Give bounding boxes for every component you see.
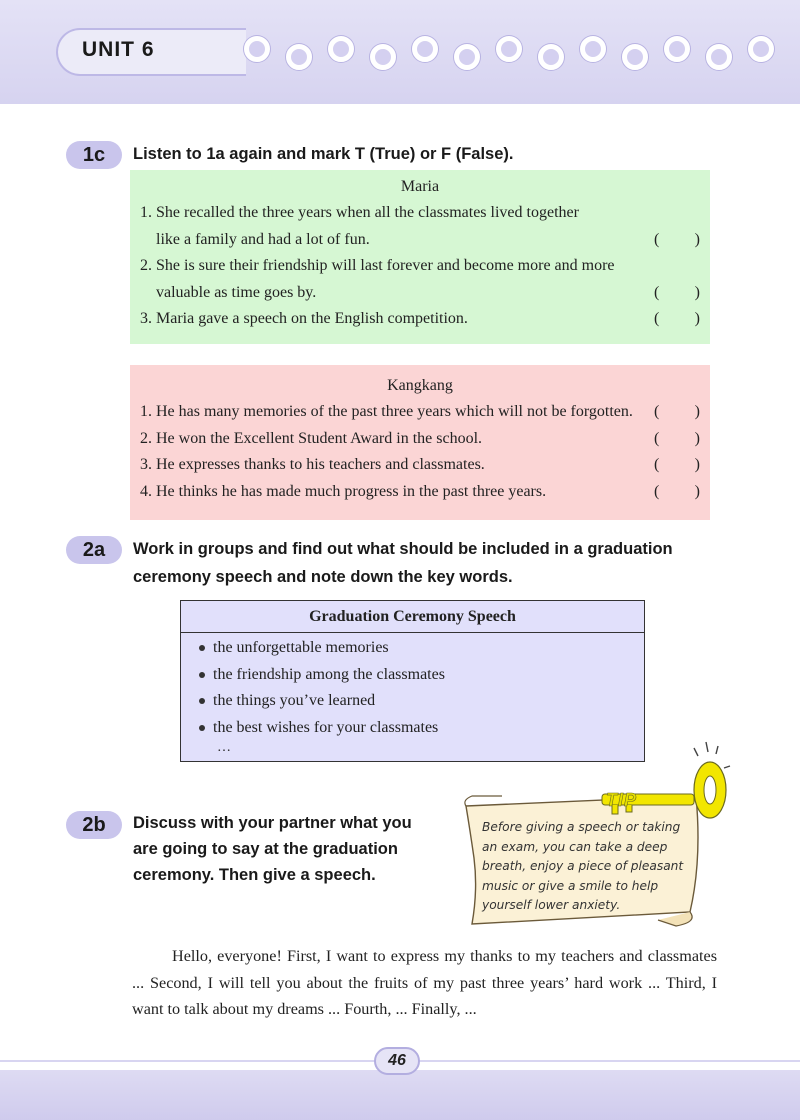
statement-text-continued: valuable as time goes by. xyxy=(156,283,317,301)
circle-icon xyxy=(664,36,690,62)
circle-icon xyxy=(370,44,396,70)
statement-text: 2. She is sure their friendship will last forever and become more and more xyxy=(140,257,615,274)
circle-icon xyxy=(496,36,522,62)
decorative-circles xyxy=(244,36,800,76)
maria-statement-1 xyxy=(140,200,700,253)
list-item: the friendship among the classmates xyxy=(199,662,644,689)
answer-blank[interactable]: ( ) xyxy=(654,482,700,500)
section-1c-instruction: Listen to 1a again and mark T (True) or F (False). xyxy=(133,145,514,163)
circle-icon xyxy=(706,44,732,70)
key-words-list xyxy=(181,633,644,741)
list-item: the things you’ve learned xyxy=(199,688,644,715)
answer-blank[interactable]: ( ) xyxy=(654,403,700,420)
circle-icon xyxy=(286,44,312,70)
circle-icon xyxy=(538,44,564,70)
tip-label: TIP xyxy=(606,790,638,810)
statement-text-continued: like a family and had a lot of fun. xyxy=(156,230,370,248)
kangkang-statement-2 xyxy=(140,426,700,453)
statement-text: 1. He has many memories of the past three years which will not be forgotten. xyxy=(140,403,633,420)
answer-blank[interactable]: ( ) xyxy=(654,283,700,301)
list-ellipsis: … xyxy=(217,740,231,755)
statement-text: 3. He expresses thanks to his teachers and classmates. xyxy=(140,456,485,473)
graduation-speech-box-title: Graduation Ceremony Speech xyxy=(181,601,644,633)
answer-blank[interactable]: ( ) xyxy=(654,230,700,248)
section-badge-2a: 2a xyxy=(66,536,122,564)
statement-text: 3. Maria gave a speech on the English competition. xyxy=(140,310,468,327)
circle-icon xyxy=(454,44,480,70)
section-badge-1c: 1c xyxy=(66,141,122,169)
tip-text: Before giving a speech or taking an exam, you can take a deep breath, enjoy a piece of pleasant music or give a smile to help yourself lower anxiety. xyxy=(482,820,684,912)
answer-blank[interactable]: ( ) xyxy=(654,456,700,473)
maria-panel xyxy=(130,170,710,344)
section-2b-instruction: Discuss with your partner what you are going to say at the graduation ceremony. Then give a speech. xyxy=(133,814,412,884)
kangkang-title: Kangkang xyxy=(387,377,453,394)
unit-title: UNIT 6 xyxy=(82,38,155,61)
page-number: 46 xyxy=(374,1047,420,1075)
bullet-icon xyxy=(199,725,205,731)
list-item: the unforgettable memories xyxy=(199,635,644,662)
circle-icon xyxy=(622,44,648,70)
sample-speech: Hello, everyone! First, I want to express my thanks to my teachers and classmates ... Second, I will tell you about the fruits of my past three years’ hard work ... Third, I want to talk about my dreams ... Fourth, ... Finally, ... xyxy=(132,947,717,1018)
instruction-line: ceremony speech and note down the key words. xyxy=(133,568,513,586)
circle-icon xyxy=(328,36,354,62)
bullet-icon xyxy=(199,672,205,678)
maria-statement-3 xyxy=(140,306,700,333)
circle-icon xyxy=(580,36,606,62)
circle-icon xyxy=(748,36,774,62)
maria-statement-2 xyxy=(140,253,700,306)
answer-blank[interactable]: ( ) xyxy=(654,310,700,327)
bullet-icon xyxy=(199,645,205,651)
kangkang-panel xyxy=(130,365,710,520)
kangkang-statement-3 xyxy=(140,452,700,479)
circle-icon xyxy=(412,36,438,62)
bullet-icon xyxy=(199,698,205,704)
kangkang-statement-1 xyxy=(140,399,700,426)
maria-title: Maria xyxy=(400,178,440,195)
statement-text: 2. He won the Excellent Student Award in the school. xyxy=(140,429,483,447)
footer-band xyxy=(0,1070,800,1120)
answer-blank[interactable]: ( ) xyxy=(654,429,700,447)
instruction-line: Work in groups and find out what should be included in a graduation xyxy=(133,540,673,558)
section-badge-2b: 2b xyxy=(66,811,122,839)
list-item: the best wishes for your classmates xyxy=(199,715,644,742)
section-2a-instruction xyxy=(133,536,673,590)
kangkang-statement-4 xyxy=(140,479,700,506)
graduation-speech-box xyxy=(180,600,645,762)
statement-text: 4. He thinks he has made much progress in the past three years. xyxy=(140,482,547,500)
circle-icon xyxy=(244,36,270,62)
statement-text: 1. She recalled the three years when all the classmates lived together xyxy=(140,204,579,221)
